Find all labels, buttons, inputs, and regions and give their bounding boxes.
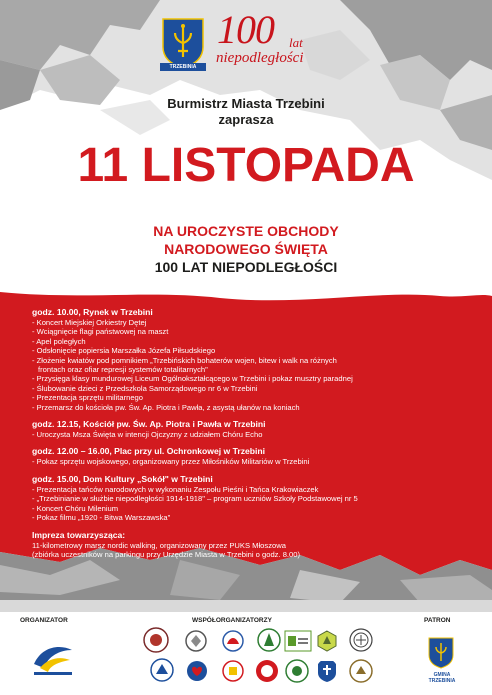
- program-block-heading: Impreza towarzysząca:: [32, 529, 126, 540]
- headline-line-2: NARODOWEGO ŚWIĘTA: [164, 241, 328, 257]
- organizer-label: ORGANIZATOR: [20, 617, 68, 624]
- coorganizer-logo-icon: [150, 658, 174, 682]
- program-item: - Pokaz filmu „1920 - Bitwa Warszawska": [32, 513, 171, 523]
- program-item: - Złożenie kwiatów pod pomnikiem „Trzebińskich bohaterów wojen, bitew i walk na różnych: [32, 355, 337, 365]
- coorganizers-label: WSPÓŁORGANIZATORZY: [192, 617, 272, 624]
- program-block: [32, 419, 472, 439]
- program-item: 11-kilometrowy marsz nordic walking, organizowany przez PUKS Młoszowa: [32, 540, 286, 550]
- program-item: (zbiórka uczestników na parkingu przy Urzędzie Miasta w Trzebini o godz. 8.00): [32, 549, 301, 559]
- invitation-line-1: Burmistrz Miasta Trzebini: [167, 96, 325, 111]
- program-item: - Koncert Miejskiej Orkiestry Dętej: [32, 318, 147, 327]
- program-block-heading: godz. 12.15, Kościół pw. Św. Ap. Piotra i Pawła w Trzebini: [32, 419, 266, 430]
- coorganizer-logo-icon: [186, 660, 208, 682]
- program-item: - Przemarsz do kościoła pw. Św. Ap. Piotra i Pawła, z asystą ułanów na koniach: [32, 402, 300, 412]
- program-item: - Prezentacja tańców narodowych w wykonaniu Zespołu Pieśni i Tańca Krakowiaczek: [32, 484, 319, 494]
- coorganizer-logo-icon: [316, 630, 338, 652]
- coorganizer-logo-icon: [222, 630, 244, 652]
- organizer-logo-icon: [30, 640, 76, 678]
- program: [32, 307, 472, 566]
- patron-label: PATRON: [424, 617, 451, 624]
- coorganizer-logo-icon: [257, 628, 281, 652]
- invitation-line-2: zaprasza: [218, 112, 274, 127]
- program-item: - Przysięga klasy mundurowej Liceum Ogólnokształcącego w Trzebini i pokaz musztry paradnej: [32, 374, 353, 384]
- headline-line-1: NA UROCZYSTE OBCHODY: [153, 223, 339, 239]
- program-block-heading: godz. 12.00 – 16.00, Plac przy ul. Ochronkowej w Trzebini: [32, 446, 266, 457]
- program-block: [32, 446, 472, 466]
- anniversary-lat: lat: [289, 35, 303, 50]
- program-item: - Odsłonięcie popiersia Marszałka Józefa Piłsudskiego: [32, 346, 216, 356]
- crest-caption: TRZEBINIA: [160, 63, 206, 71]
- program-block: [32, 307, 472, 412]
- program-item: - „Trzebinianie w służbie niepodległości 1914-1918" – program uczniów Szkoły Podstawowej nr 5: [32, 494, 358, 504]
- program-item: - Apel poległych: [32, 336, 86, 346]
- program-block: [32, 474, 472, 523]
- anniversary-number: 100: [217, 7, 274, 52]
- program-item: - Uroczysta Msza Święta w intencji Ojczyzny z udziałem Chóru Echo: [32, 430, 263, 440]
- coorganizer-logo-icon: [222, 660, 244, 682]
- program-item: - Koncert Chóru Milenium: [32, 503, 119, 513]
- program-block-heading: godz. 15.00, Dom Kultury „Sokół" w Trzebini: [32, 473, 213, 484]
- trzebinia-crest-icon: [161, 17, 205, 69]
- patron-crest-icon: [428, 637, 454, 669]
- anniversary-subtitle: niepodległości: [216, 50, 304, 66]
- coorganizer-logo-icon: [285, 659, 309, 683]
- program-item: frontach oraz ofiar represji systemów totalitarnych": [38, 365, 208, 375]
- program-item: - Prezentacja sprzętu militarnego: [32, 393, 144, 403]
- program-item: - Wciągnięcie flagi państwowej na maszt: [32, 327, 169, 337]
- program-block-accompanying: [32, 530, 472, 560]
- coorganizer-logo-icon: [185, 630, 207, 652]
- program-block-heading: godz. 10.00, Rynek w Trzebini: [32, 307, 153, 317]
- program-item: - Ślubowanie dzieci z Przedszkola Samorządowego nr 6 w Trzebini: [32, 383, 258, 393]
- coorganizer-logo-icon: [255, 659, 279, 683]
- coorganizer-logo-icon: [284, 630, 312, 652]
- coorganizer-logo-icon: [316, 659, 338, 683]
- coorganizer-logo-icon: [349, 628, 373, 652]
- headline-line-3: 100 LAT NIEPODLEGŁOŚCI: [154, 259, 338, 275]
- patron-caption: GMINA TRZEBINIA: [428, 672, 456, 684]
- program-item: - Pokaz sprzętu wojskowego, organizowany przez Miłośników Militariów w Trzebini: [32, 457, 310, 467]
- coorganizer-logo-icon: [349, 659, 373, 683]
- event-date: 11 LISTOPADA: [77, 139, 415, 192]
- coorganizer-logo-icon: [143, 627, 169, 653]
